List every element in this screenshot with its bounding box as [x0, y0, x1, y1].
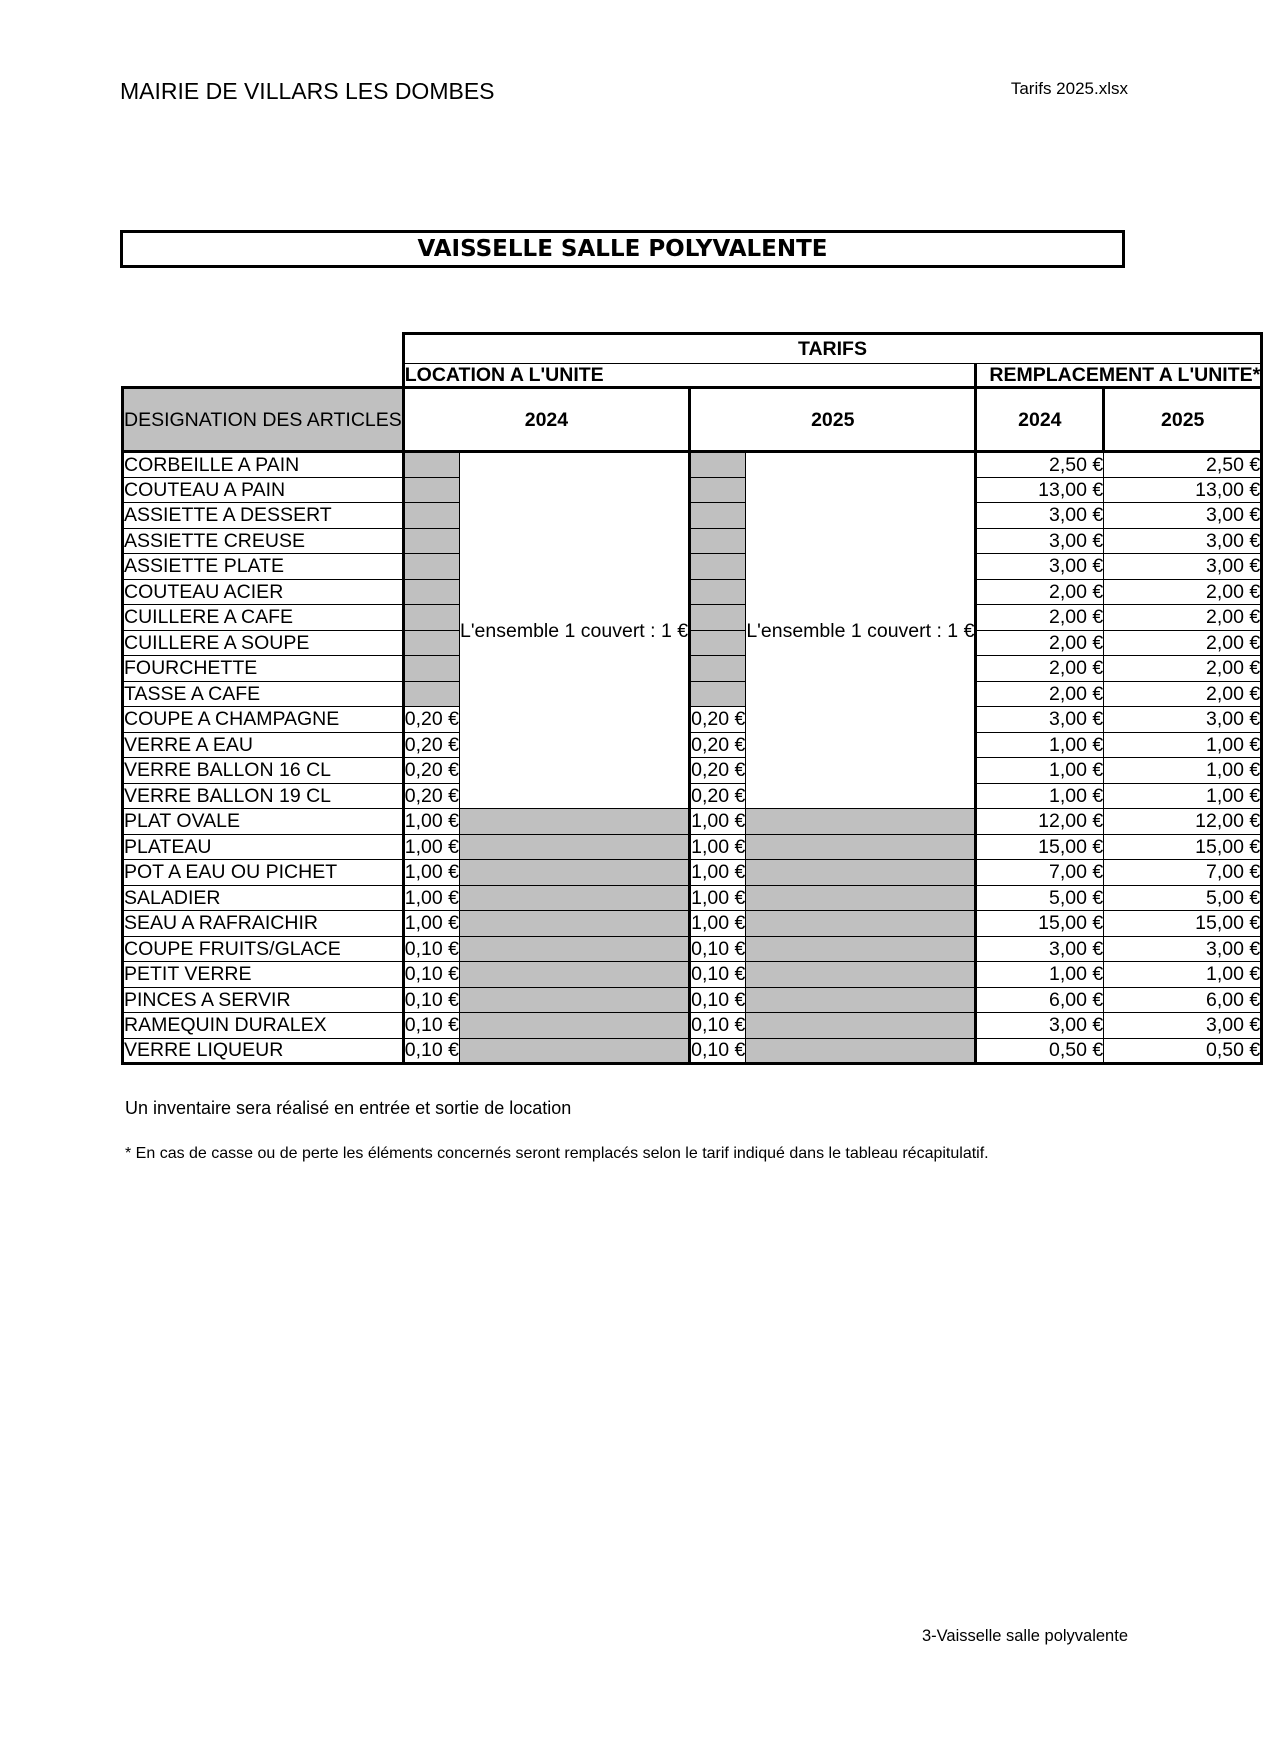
location-2025-cell: [690, 503, 746, 529]
location-2025-cell: [690, 630, 746, 656]
location-2025-gray: [746, 911, 976, 937]
remplacement-heading: REMPLACEMENT A L'UNITE*: [976, 364, 1262, 388]
remplacement-2025-cell: 7,00 €: [1104, 860, 1262, 886]
remplacement-2025-cell: 1,00 €: [1104, 783, 1262, 809]
remplacement-2025-cell: 6,00 €: [1104, 987, 1262, 1013]
ensemble-note-2024: L'ensemble 1 couvert : 1 €: [459, 452, 689, 809]
tarifs-table: [121, 332, 1263, 1065]
remplacement-2025-cell: 5,00 €: [1104, 885, 1262, 911]
remplacement-2024-cell: 1,00 €: [976, 962, 1104, 988]
location-2024-cell: 0,20 €: [404, 759, 459, 782]
article-name: CUILLERE A CAFE: [123, 605, 404, 631]
article-name: COUPE A CHAMPAGNE: [123, 707, 404, 733]
remplacement-2024-cell: 3,00 €: [976, 707, 1104, 733]
location-2024-cell: [403, 477, 459, 503]
table-row: [123, 528, 1262, 554]
location-2025-cell: [690, 528, 746, 554]
file-name: Tarifs 2025.xlsx: [1010, 79, 1128, 98]
article-name: ASSIETTE CREUSE: [123, 528, 404, 554]
location-2024-gray: [459, 809, 689, 835]
location-2025-cell: 0,20 €: [691, 733, 746, 756]
remplacement-2024-cell: 5,00 €: [976, 885, 1104, 911]
tarifs-heading: TARIFS: [403, 334, 1261, 364]
article-name: COUTEAU ACIER: [123, 579, 404, 605]
remplacement-2024-cell: 13,00 €: [976, 477, 1104, 503]
location-2024-cell: 0,10 €: [404, 937, 459, 960]
ensemble-note-2025: L'ensemble 1 couvert : 1 €: [746, 452, 976, 809]
remplacement-2025-cell: 3,00 €: [1104, 1013, 1262, 1039]
table-row: [123, 911, 1262, 937]
table-row: [123, 477, 1262, 503]
article-name: TASSE A CAFE: [123, 681, 404, 707]
location-heading: LOCATION A L'UNITE: [403, 364, 976, 388]
year-location-2024: 2024: [403, 388, 689, 452]
remplacement-2024-cell: 2,00 €: [976, 656, 1104, 682]
article-name: PLATEAU: [123, 834, 404, 860]
article-name: VERRE LIQUEUR: [123, 1038, 404, 1064]
remplacement-2024-cell: 15,00 €: [976, 834, 1104, 860]
table-row: [123, 732, 1262, 758]
remplacement-2025-cell: 3,00 €: [1104, 936, 1262, 962]
location-2024-cell: 1,00 €: [404, 886, 459, 909]
article-name: ASSIETTE A DESSERT: [123, 503, 404, 529]
location-2024-cell: 1,00 €: [404, 912, 459, 935]
location-2025-cell: [690, 477, 746, 503]
location-2025-gray: [746, 834, 976, 860]
table-row: [123, 554, 1262, 580]
location-2025-cell: 0,20 €: [691, 708, 746, 731]
location-2025-cell: 0,10 €: [691, 963, 746, 986]
location-2024-gray: [459, 860, 689, 886]
location-2025-cell: 0,10 €: [691, 1014, 746, 1037]
remplacement-2025-cell: 12,00 €: [1104, 809, 1262, 835]
location-2024-gray: [459, 834, 689, 860]
table-row: [123, 860, 1262, 886]
casse-note: * En cas de casse ou de perte les éléments concernés seront remplacés selon le tarif indiqué dans le tableau récapitulatif.: [125, 1145, 989, 1162]
table-row: [123, 758, 1262, 784]
remplacement-2025-cell: 15,00 €: [1104, 911, 1262, 937]
article-name: VERRE A EAU: [123, 732, 404, 758]
table-row: [123, 936, 1262, 962]
remplacement-2025-cell: 3,00 €: [1104, 503, 1262, 529]
location-2025-cell: 0,20 €: [691, 759, 746, 782]
location-2025-cell: [690, 452, 746, 478]
inventaire-note: Un inventaire sera réalisé en entrée et sortie de location: [125, 1098, 572, 1118]
remplacement-2025-cell: 3,00 €: [1104, 554, 1262, 580]
remplacement-2024-cell: 2,00 €: [976, 681, 1104, 707]
location-2025-cell: [690, 681, 746, 707]
table-row: [123, 452, 1262, 478]
table-row: [123, 681, 1262, 707]
remplacement-2024-cell: 2,00 €: [976, 630, 1104, 656]
location-2025-gray: [746, 885, 976, 911]
remplacement-2025-cell: 1,00 €: [1104, 758, 1262, 784]
location-2024-cell: [403, 503, 459, 529]
remplacement-2024-cell: 3,00 €: [976, 528, 1104, 554]
location-2025-cell: 0,20 €: [691, 784, 746, 807]
remplacement-2025-cell: 1,00 €: [1104, 962, 1262, 988]
table-row: [123, 1038, 1262, 1064]
table-row: [123, 656, 1262, 682]
remplacement-2024-cell: 2,00 €: [976, 605, 1104, 631]
remplacement-2025-cell: 15,00 €: [1104, 834, 1262, 860]
article-name: PINCES A SERVIR: [123, 987, 404, 1013]
table-row: [123, 987, 1262, 1013]
location-2024-cell: 1,00 €: [404, 861, 459, 884]
location-2025-cell: 1,00 €: [691, 810, 746, 833]
table-row: [123, 783, 1262, 809]
article-name: PETIT VERRE: [123, 962, 404, 988]
table-row: [123, 605, 1262, 631]
location-2024-cell: [403, 579, 459, 605]
year-remplacement-2024: 2024: [976, 388, 1104, 452]
page-title: VAISSELLE SALLE POLYVALENTE: [120, 230, 1125, 268]
page-footer: 3-Vaisselle salle polyvalente: [921, 1627, 1128, 1645]
article-name: RAMEQUIN DURALEX: [123, 1013, 404, 1039]
remplacement-2024-cell: 6,00 €: [976, 987, 1104, 1013]
remplacement-2025-cell: 0,50 €: [1104, 1038, 1262, 1064]
article-name: COUPE FRUITS/GLACE: [123, 936, 404, 962]
location-2025-gray: [746, 1038, 976, 1064]
remplacement-2024-cell: 1,00 €: [976, 732, 1104, 758]
table-row: [123, 809, 1262, 835]
location-2025-cell: 0,10 €: [691, 988, 746, 1011]
location-2025-gray: [746, 1013, 976, 1039]
location-2024-cell: [403, 681, 459, 707]
remplacement-2025-cell: 2,00 €: [1104, 579, 1262, 605]
location-2024-cell: [403, 656, 459, 682]
location-2025-cell: [690, 579, 746, 605]
remplacement-2024-cell: 2,50 €: [976, 452, 1104, 478]
location-2025-gray: [746, 809, 976, 835]
location-2024-cell: 0,20 €: [404, 708, 459, 731]
location-2024-cell: 1,00 €: [404, 810, 459, 833]
table-row: [123, 630, 1262, 656]
table-row: [123, 834, 1262, 860]
remplacement-2025-cell: 3,00 €: [1104, 528, 1262, 554]
remplacement-2025-cell: 2,00 €: [1104, 681, 1262, 707]
article-name: VERRE BALLON 16 CL: [123, 758, 404, 784]
location-2024-cell: [403, 554, 459, 580]
location-2025-cell: 1,00 €: [691, 835, 746, 858]
article-name: VERRE BALLON 19 CL: [123, 783, 404, 809]
location-2024-cell: [403, 452, 459, 478]
location-2024-cell: 1,00 €: [404, 835, 459, 858]
location-2025-cell: 1,00 €: [691, 886, 746, 909]
remplacement-2024-cell: 7,00 €: [976, 860, 1104, 886]
article-name: POT A EAU OU PICHET: [123, 860, 404, 886]
remplacement-2024-cell: 3,00 €: [976, 554, 1104, 580]
location-2024-gray: [459, 987, 689, 1013]
article-name: COUTEAU A PAIN: [123, 477, 404, 503]
article-name: ASSIETTE PLATE: [123, 554, 404, 580]
location-2024-cell: 0,20 €: [404, 784, 459, 807]
location-2025-cell: 0,10 €: [690, 1038, 746, 1064]
table-row: [123, 707, 1262, 733]
remplacement-2024-cell: 1,00 €: [976, 783, 1104, 809]
remplacement-2024-cell: 1,00 €: [976, 758, 1104, 784]
remplacement-2025-cell: 3,00 €: [1104, 707, 1262, 733]
table-row: [123, 503, 1262, 529]
article-name: FOURCHETTE: [123, 656, 404, 682]
table-row: [123, 885, 1262, 911]
location-2024-gray: [459, 962, 689, 988]
remplacement-2024-cell: 3,00 €: [976, 936, 1104, 962]
remplacement-2025-cell: 2,50 €: [1104, 452, 1262, 478]
remplacement-2025-cell: 13,00 €: [1104, 477, 1262, 503]
article-name: CUILLERE A SOUPE: [123, 630, 404, 656]
remplacement-2025-cell: 2,00 €: [1104, 605, 1262, 631]
location-2025-cell: 0,10 €: [691, 937, 746, 960]
location-2025-gray: [746, 962, 976, 988]
location-2024-gray: [459, 936, 689, 962]
table-row: [123, 962, 1262, 988]
location-2025-cell: [690, 656, 746, 682]
location-2024-cell: 0,10 €: [403, 1038, 459, 1064]
location-2024-cell: [403, 605, 459, 631]
location-2024-gray: [459, 911, 689, 937]
year-remplacement-2025: 2025: [1104, 388, 1262, 452]
article-name: CORBEILLE A PAIN: [123, 452, 404, 478]
remplacement-2024-cell: 12,00 €: [976, 809, 1104, 835]
location-2024-cell: 0,10 €: [404, 1014, 459, 1037]
location-2024-cell: 0,20 €: [404, 733, 459, 756]
mairie-header: MAIRIE DE VILLARS LES DOMBES: [120, 78, 495, 104]
year-location-2025: 2025: [690, 388, 976, 452]
location-2024-gray: [459, 885, 689, 911]
remplacement-2025-cell: 2,00 €: [1104, 656, 1262, 682]
location-2024-cell: [403, 630, 459, 656]
remplacement-2024-cell: 2,00 €: [976, 579, 1104, 605]
location-2025-gray: [746, 860, 976, 886]
location-2025-cell: [690, 554, 746, 580]
location-2025-gray: [746, 987, 976, 1013]
remplacement-2025-cell: 1,00 €: [1104, 732, 1262, 758]
remplacement-2024-cell: 3,00 €: [976, 503, 1104, 529]
designation-heading: DESIGNATION DES ARTICLES: [123, 388, 404, 452]
table-row: [123, 1013, 1262, 1039]
location-2024-gray: [459, 1038, 689, 1064]
remplacement-2024-cell: 0,50 €: [976, 1038, 1104, 1064]
location-2025-cell: 1,00 €: [691, 912, 746, 935]
table-row: [123, 579, 1262, 605]
location-2024-cell: 0,10 €: [404, 988, 459, 1011]
article-name: PLAT OVALE: [123, 809, 404, 835]
remplacement-2024-cell: 15,00 €: [976, 911, 1104, 937]
location-2024-gray: [459, 1013, 689, 1039]
location-2024-cell: 0,10 €: [404, 963, 459, 986]
remplacement-2024-cell: 3,00 €: [976, 1013, 1104, 1039]
remplacement-2025-cell: 2,00 €: [1104, 630, 1262, 656]
article-name: SEAU A RAFRAICHIR: [123, 911, 404, 937]
article-name: SALADIER: [123, 885, 404, 911]
location-2025-gray: [746, 936, 976, 962]
location-2025-cell: [690, 605, 746, 631]
location-2024-cell: [403, 528, 459, 554]
location-2025-cell: 1,00 €: [691, 861, 746, 884]
